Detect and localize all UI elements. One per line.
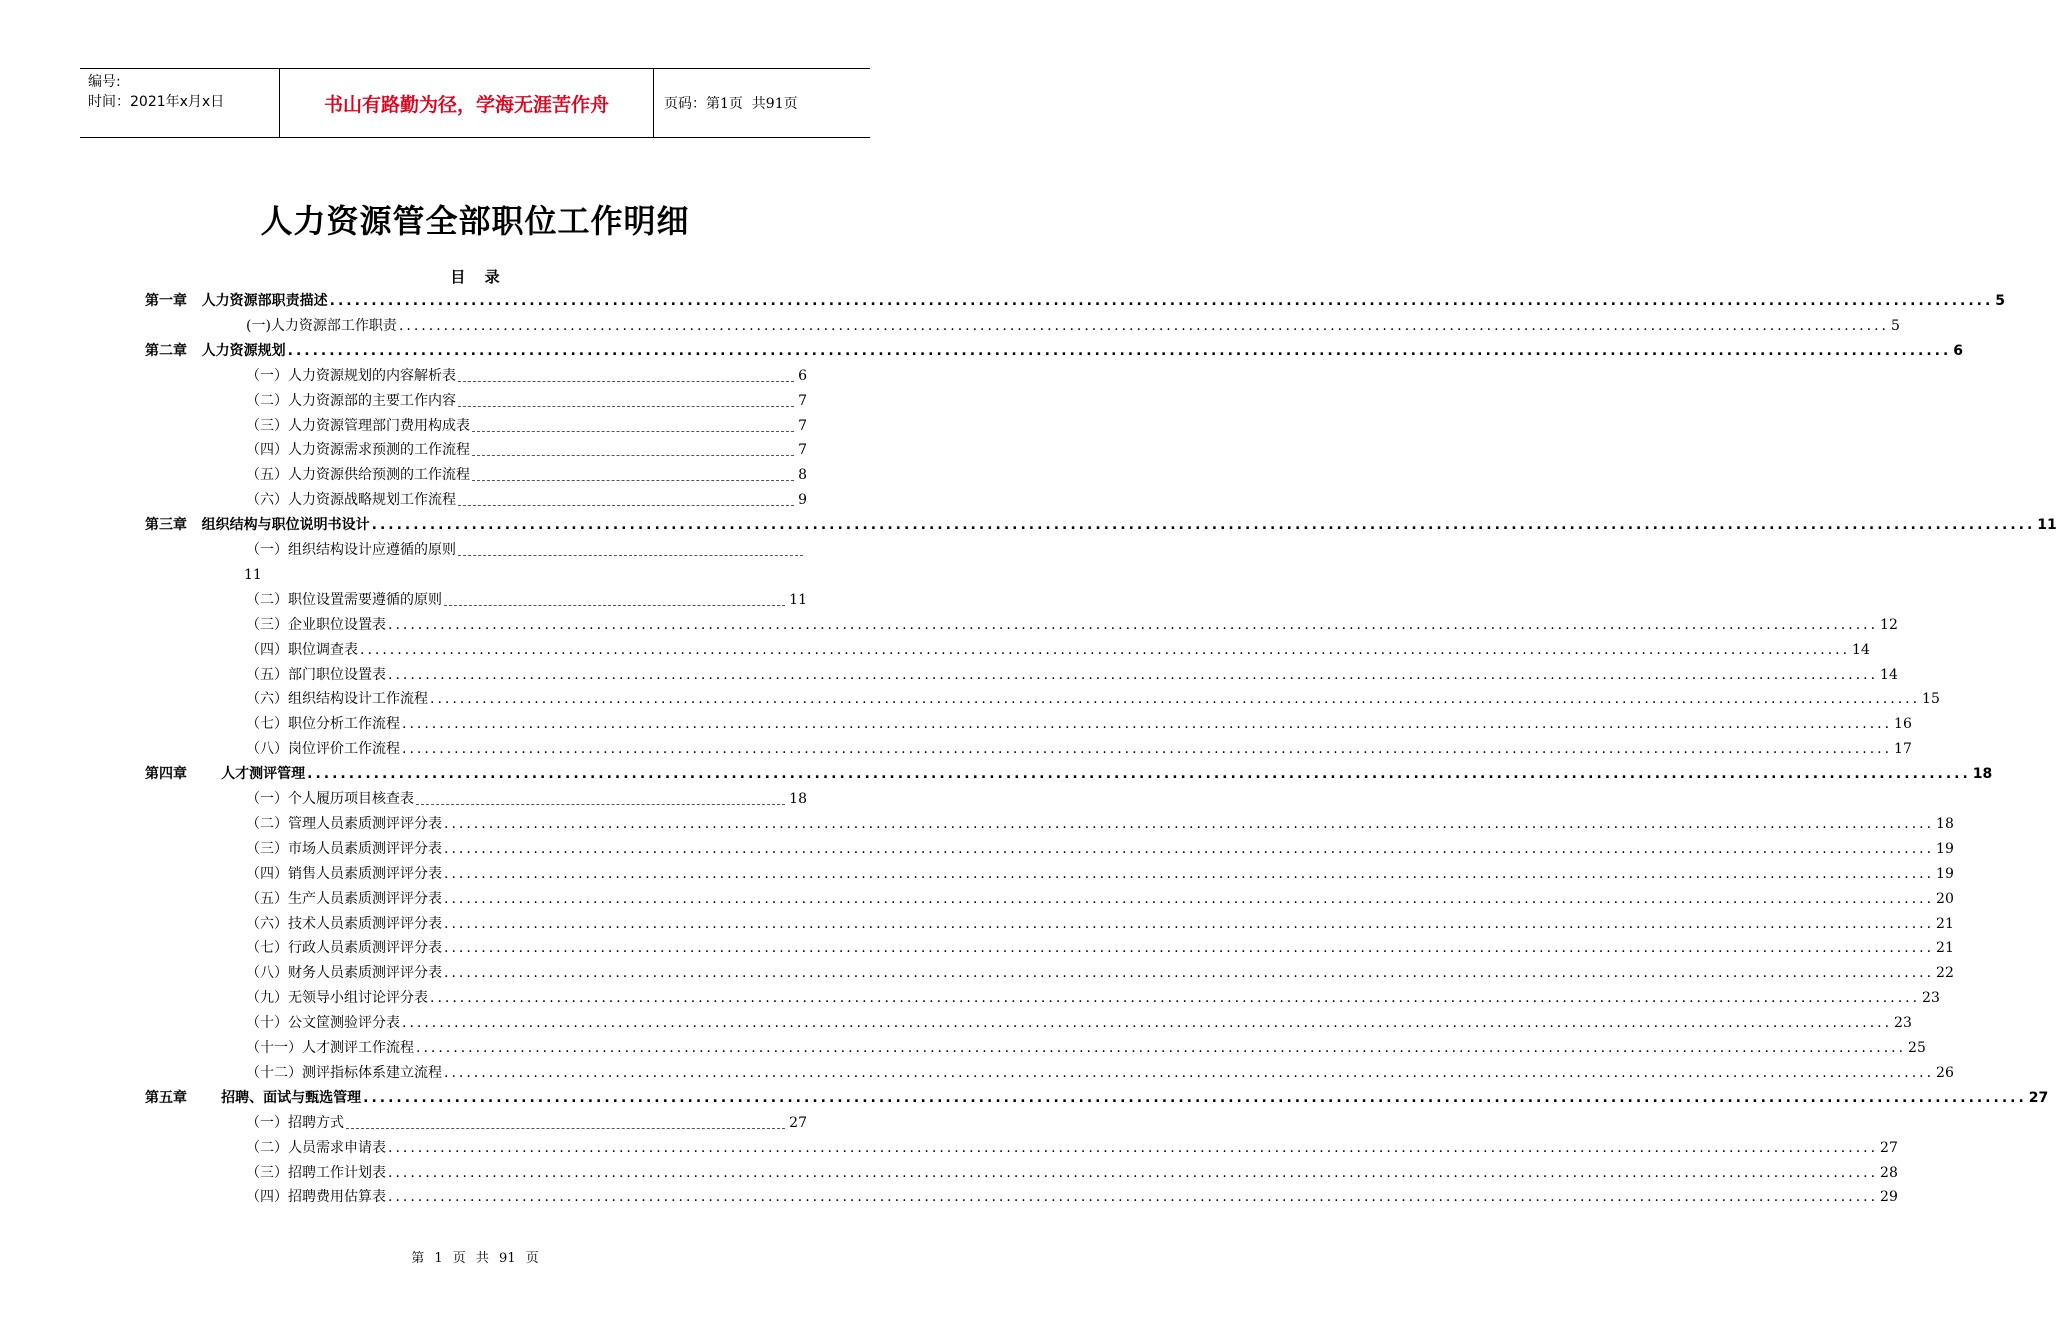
toc-section-entry[interactable] [246, 314, 1900, 338]
toc-section-entry[interactable] [246, 613, 1898, 637]
toc-section-entry[interactable] [246, 687, 1940, 711]
toc-section-entry[interactable] [246, 961, 1954, 985]
toc-section-entry[interactable] [246, 787, 807, 811]
toc-dot-leader: ........................................................................................................................................................................................................ [444, 890, 1935, 907]
toc-section-entry[interactable] [246, 986, 1940, 1010]
toc-entry-label: （七）职位分析工作流程 [246, 716, 400, 733]
toc-section-entry[interactable] [246, 1111, 807, 1135]
toc-section-entry[interactable] [246, 862, 1954, 886]
toc-dot-leader: ........................................................................................................................................................................................................ [444, 1064, 1935, 1081]
toc-entry-label: （四）销售人员素质测评评分表 [246, 865, 442, 882]
toc-dot-leader: ........................................................................................................................................................................................................ [363, 1089, 2027, 1106]
toc-chapter-entry[interactable] [145, 762, 1993, 786]
toc-dot-leader: ........................................................................................................................................................................................................ [388, 616, 1879, 633]
toc-entry-label: （一）人力资源规划的内容解析表 [246, 367, 456, 384]
page-footer: 第 1 页 共 91 页 [411, 1251, 539, 1266]
toc-dot-leader: ........................................................................................................................................................................................................ [402, 741, 1893, 758]
toc-entry-label: （六）技术人员素质测评评分表 [246, 915, 442, 932]
toc-page-number: 23 [1922, 990, 1940, 1007]
header-page-text: 页码：第1页 共91页 [664, 96, 798, 112]
toc-dash-leader [458, 406, 794, 407]
toc-page-number: 18 [1972, 766, 1993, 783]
document-number-label: 编号: [88, 74, 121, 90]
toc-section-entry[interactable] [246, 588, 807, 612]
toc-dot-leader: ........................................................................................................................................................................................................ [388, 1139, 1879, 1156]
toc-heading: 目 录 [450, 268, 500, 286]
toc-chapter-entry[interactable] [145, 289, 2006, 313]
toc-entry-label: 第二章 人力资源规划 [145, 342, 286, 359]
toc-dot-leader: ........................................................................................................................................................................................................ [371, 517, 2036, 534]
toc-entry-label: （五）生产人员素质测评评分表 [246, 890, 442, 907]
toc-dot-leader: ........................................................................................................................................................................................................ [287, 342, 1952, 359]
toc-section-entry[interactable] [246, 488, 807, 512]
toc-dot-leader: ........................................................................................................................................................................................................ [430, 691, 1921, 708]
toc-section-entry[interactable] [246, 712, 1912, 736]
toc-section-entry[interactable] [246, 1136, 1898, 1160]
toc-dot-leader: ........................................................................................................................................................................................................ [444, 915, 1935, 932]
toc-section-entry[interactable] [246, 1036, 1926, 1060]
toc-entry-label: （十一）人才测评工作流程 [246, 1040, 414, 1056]
toc-page-number: 14 [1880, 666, 1898, 683]
toc-entry-label: （十二）测评指标体系建立流程 [246, 1064, 442, 1081]
toc-section-entry[interactable] [246, 538, 807, 562]
toc-dot-leader: ........................................................................................................................................................................................................ [360, 641, 1851, 658]
page-header [80, 68, 870, 138]
toc-section-entry[interactable] [246, 1185, 1898, 1209]
toc-dash-leader [444, 605, 785, 606]
toc-dash-leader [472, 431, 794, 432]
toc-section-entry[interactable] [246, 663, 1898, 687]
toc-dot-leader: ........................................................................................................................................................................................................ [444, 815, 1935, 832]
toc-entry-label: （四）招聘费用估算表 [246, 1189, 386, 1206]
toc-entry-label: （一）个人履历项目核查表 [246, 791, 414, 807]
toc-dot-leader: ........................................................................................................................................................................................................ [329, 293, 1994, 309]
toc-page-number: 29 [1880, 1189, 1898, 1206]
toc-dot-leader: ........................................................................................................................................................................................................ [444, 865, 1935, 882]
toc-section-entry[interactable] [246, 638, 1870, 662]
toc-dot-leader: ........................................................................................................................................................................................................ [402, 716, 1893, 733]
toc-entry-label: （二）管理人员素质测评评分表 [246, 815, 442, 832]
toc-entry-label: （七）行政人员素质测评评分表 [246, 940, 442, 957]
toc-dash-leader [346, 1128, 785, 1129]
document-title: 人力资源管全部职位工作明细 [260, 202, 690, 240]
toc-entry-label: （二）人员需求申请表 [246, 1139, 386, 1156]
toc-section-entry[interactable] [246, 364, 807, 388]
toc-entry-label: 第三章 组织结构与职位说明书设计 [145, 517, 370, 534]
toc-page-number: 20 [1936, 890, 1954, 907]
toc-section-entry[interactable] [244, 563, 805, 587]
toc-entry-label: 11 [244, 566, 262, 583]
toc-page-number: 7 [798, 417, 807, 434]
toc-entry-label: （六）人力资源战略规划工作流程 [246, 492, 456, 509]
toc-dot-leader: ........................................................................................................................................................................................................ [416, 1040, 1907, 1056]
toc-section-entry[interactable] [246, 389, 807, 413]
toc-section-entry[interactable] [246, 414, 807, 438]
toc-entry-label: （五）部门职位设置表 [246, 666, 386, 683]
header-page-info [654, 69, 870, 137]
toc-page-number: 18 [789, 791, 807, 807]
toc-entry-label: 第一章 人力资源部职责描述 [145, 293, 328, 309]
toc-page-number: 11 [789, 591, 807, 608]
toc-entry-label: (一)人力资源部工作职责 [246, 317, 397, 334]
toc-page-number: 7 [798, 442, 807, 459]
toc-dash-leader [472, 480, 794, 481]
toc-dot-leader: ........................................................................................................................................................................................................ [388, 666, 1879, 683]
toc-section-entry[interactable] [246, 737, 1912, 761]
toc-section-entry[interactable] [246, 837, 1954, 861]
toc-entry-label: 第四章 人才测评管理 [145, 766, 306, 783]
toc-dot-leader: ........................................................................................................................................................................................................ [388, 1164, 1879, 1181]
toc-entry-label: （八）岗位评价工作流程 [246, 741, 400, 758]
toc-dot-leader: ........................................................................................................................................................................................................ [398, 317, 1889, 334]
toc-page-number: 12 [1880, 616, 1898, 633]
toc-entry-label: 第五章 招聘、面试与甄选管理 [145, 1089, 362, 1106]
toc-dash-leader [472, 455, 794, 456]
toc-section-entry[interactable] [246, 1011, 1912, 1035]
toc-page-number: 6 [798, 367, 807, 384]
toc-page-number: 28 [1880, 1164, 1898, 1181]
document-date-label: 时间：2021年x月x日 [88, 94, 225, 110]
toc-entry-label: （四）职位调查表 [246, 641, 358, 658]
toc-page-number: 27 [1880, 1139, 1898, 1156]
toc-page-number: 11 [2037, 517, 2057, 534]
toc-entry-label: （三）招聘工作计划表 [246, 1164, 386, 1181]
toc-section-entry[interactable] [246, 936, 1954, 960]
toc-dash-leader [458, 505, 794, 506]
toc-section-entry[interactable] [246, 1061, 1954, 1085]
toc-section-entry[interactable] [246, 812, 1954, 836]
toc-entry-label: （一）组织结构设计应遵循的原则 [246, 542, 456, 558]
toc-page-number: 27 [789, 1114, 807, 1131]
toc-dot-leader: ........................................................................................................................................................................................................ [444, 940, 1935, 957]
toc-entry-label: （三）市场人员素质测评评分表 [246, 840, 442, 857]
toc-entry-label: （六）组织结构设计工作流程 [246, 691, 428, 708]
toc-page-number: 27 [2028, 1089, 2049, 1106]
toc-page-number: 6 [1953, 342, 1964, 359]
toc-page-number: 7 [798, 392, 807, 409]
toc-page-number: 25 [1908, 1040, 1926, 1056]
toc-page-number: 5 [1890, 317, 1900, 334]
toc-chapter-entry[interactable] [145, 339, 1964, 363]
toc-entry-label: （十）公文筐测验评分表 [246, 1015, 400, 1032]
toc-page-number: 19 [1936, 840, 1954, 857]
toc-page-number: 21 [1936, 940, 1954, 957]
toc-section-entry[interactable] [246, 1161, 1898, 1185]
toc-page-number: 21 [1936, 915, 1954, 932]
toc-page-number: 9 [798, 492, 807, 509]
toc-entry-label: （三）人力资源管理部门费用构成表 [246, 417, 470, 434]
toc-dash-leader [458, 381, 794, 382]
toc-page-number: 19 [1936, 865, 1954, 882]
toc-page-number: 16 [1894, 716, 1912, 733]
toc-entry-label: （五）人力资源供给预测的工作流程 [246, 467, 470, 484]
toc-page-number: 17 [1894, 741, 1912, 758]
toc-section-entry[interactable] [246, 887, 1954, 911]
toc-page-number: 18 [1936, 815, 1954, 832]
header-motto: 书山有路勤为径，学海无涯苦作舟 [280, 69, 654, 137]
toc-section-entry[interactable] [246, 438, 807, 462]
toc-entry-label: （二）人力资源部的主要工作内容 [246, 392, 456, 409]
toc-entry-label: （八）财务人员素质测评评分表 [246, 965, 442, 982]
toc-dot-leader: ........................................................................................................................................................................................................ [444, 965, 1935, 982]
toc-page-number: 23 [1894, 1015, 1912, 1032]
toc-chapter-entry[interactable] [145, 1086, 2049, 1110]
header-meta [80, 69, 280, 137]
toc-entry-label: （二）职位设置需要遵循的原则 [246, 591, 442, 608]
toc-dot-leader: ........................................................................................................................................................................................................ [388, 1189, 1879, 1206]
toc-dot-leader: ........................................................................................................................................................................................................ [307, 766, 1971, 783]
toc-section-entry[interactable] [246, 912, 1954, 936]
toc-page-number: 5 [1995, 293, 2006, 309]
toc-chapter-entry[interactable] [145, 513, 2057, 537]
toc-section-entry[interactable] [246, 463, 807, 487]
toc-dash-leader [416, 804, 785, 805]
toc-page-number: 15 [1922, 691, 1940, 708]
toc-entry-label: （一）招聘方式 [246, 1114, 344, 1131]
toc-dot-leader: ........................................................................................................................................................................................................ [444, 840, 1935, 857]
toc-page-number: 14 [1852, 641, 1870, 658]
toc-dot-leader: ........................................................................................................................................................................................................ [430, 990, 1921, 1007]
toc-entry-label: （四）人力资源需求预测的工作流程 [246, 442, 470, 459]
toc-entry-label: （三）企业职位设置表 [246, 616, 386, 633]
toc-dot-leader: ........................................................................................................................................................................................................ [402, 1015, 1893, 1032]
toc-page-number: 26 [1936, 1064, 1954, 1081]
toc-page-number: 8 [798, 467, 807, 484]
toc-entry-label: （九）无领导小组讨论评分表 [246, 990, 428, 1007]
toc-dash-leader [458, 555, 803, 556]
toc-page-number: 22 [1936, 965, 1954, 982]
